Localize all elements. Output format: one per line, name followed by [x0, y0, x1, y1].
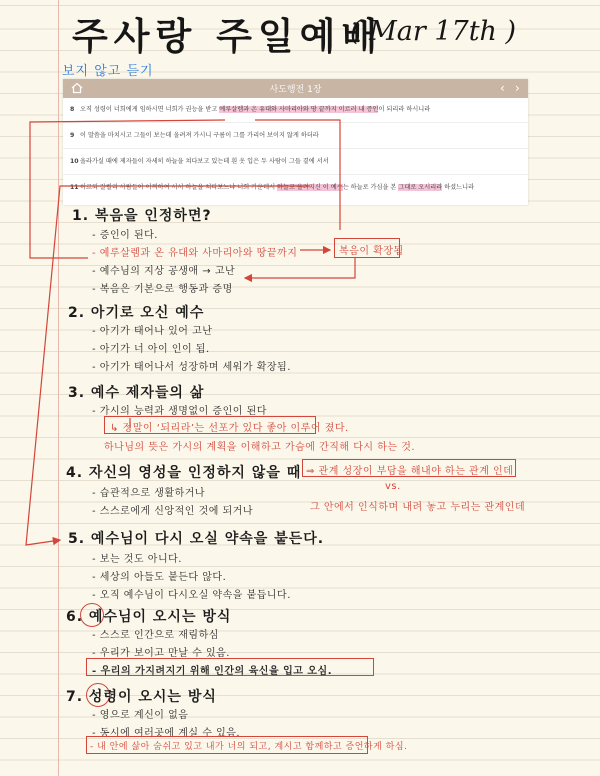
section-6-heading: 6. 예수님이 오시는 방식 [66, 609, 232, 625]
section-7-boxed-text: - 내 안에 삶아 숨쉬고 있고 내가 너의 되고, 계시고 함께하고 증언하게 하심. [90, 742, 408, 752]
section-1-line: - 복음은 기본으로 행동과 증명 [92, 284, 233, 295]
verse-number: 9 [70, 132, 75, 139]
verse-text: 오직 성령이 너희에게 임하시면 너희가 권능을 받고 [80, 106, 220, 113]
verse-number: 8 [70, 106, 75, 113]
section-7-line: - 동시에 여러곳에 계실 수 있음. [92, 728, 241, 739]
verse-highlight: 하늘로 올려지신 이 예수 [277, 184, 343, 191]
verse-number: 11 [70, 184, 79, 191]
connector-highlight [255, 120, 340, 230]
arrow-back-to-gospel-line [245, 258, 355, 278]
section-2-line: - 아기가 너 아이 인이 됨. [92, 344, 210, 355]
section-5-line: - 오직 예수님이 다시오실 약속을 붙듭니다. [92, 590, 291, 601]
verse-text: 이 말씀을 마치시고 그들이 보는데 올려져 가시니 구름이 그를 가리어 보이지 않게 하더라 [80, 132, 319, 139]
subtitle: 보지 않고 듣기 [62, 64, 154, 79]
section-2-line: - 아기가 태어나 있어 고난 [92, 326, 213, 337]
section-1-line-red: - 예루살렘과 온 유대와 사마리아와 땅끝까지 [92, 248, 298, 259]
section-3-boxed-text: ↳ 정말이 ‘되리라’는 선포가 있다 좋아 이루어 졌다. [110, 423, 349, 434]
section-2-line: - 아기가 태어나서 성장하며 세워가 확장됨. [92, 362, 291, 373]
verse-highlight: 그대로 오시리라 [398, 184, 443, 191]
verse-text: 이르되 갈릴리 사람들아 어찌하여 서서 하늘을 쳐다보느냐 너희 가운데서 [80, 184, 278, 191]
verse-text: 하셨느니라 [442, 184, 475, 191]
section-6-line: - 스스로 인간으로 재림하심 [92, 630, 219, 641]
page-title: 주사랑 주일예배 [72, 15, 384, 58]
section-1-line: - 예수님의 지상 공생애 → 고난 [92, 266, 236, 277]
prev-chapter-button[interactable]: ‹ [500, 81, 505, 95]
verse-text: 이 되리라 하시니라 [378, 106, 431, 113]
section-4-line: - 습관적으로 생활하거나 [92, 488, 206, 499]
section-1-line: - 증인이 된다. [92, 230, 158, 241]
section-2-heading: 2. 아기로 오신 예수 [68, 305, 205, 321]
section-6-line-boxed: - 우리의 가지려지기 위해 인간의 육신을 입고 오심. [92, 666, 333, 677]
section-4-line: - 스스로에게 신앙적인 것에 되거나 [92, 506, 254, 517]
section-4-heading: 4. 자신의 영성을 인정하지 않을 때 [66, 465, 302, 481]
section-4-boxed-text: ⇒ 관계 성장이 부담을 해내야 하는 관계 인데 [306, 466, 514, 477]
section-7-heading: 7. 성령이 오시는 방식 [66, 689, 217, 705]
section-4-vs: vs. [385, 481, 401, 492]
next-chapter-button[interactable]: › [515, 81, 520, 95]
verse-number: 10 [70, 158, 79, 165]
chapter-title: 사도행전 1장 [269, 85, 322, 95]
verse-highlight: 예루살렘과 온 유대와 사마리아와 땅 끝까지 이르러 내 증인 [219, 106, 379, 113]
section-4-note: 그 안에서 인식하며 내려 놓고 누리는 관계인데 [310, 502, 526, 513]
verse-text: 올라가실 때에 제자들이 자세히 하늘을 쳐다보고 있는데 흰 옷 입은 두 사람이 그들 곁에 서서 [80, 158, 329, 165]
section-5-line: - 보는 것도 아니다. [92, 554, 182, 565]
section-1-note: 복음이 확장됨 [339, 246, 404, 257]
title-date: ( Mar 17th ) [350, 16, 517, 47]
section-3-heading: 3. 예수 제자들의 삶 [68, 385, 205, 401]
section-3-line: - 가시의 능력과 생명없이 증인이 된다 [92, 406, 267, 417]
section-6-line: - 우리가 보이고 만날 수 있음. [92, 648, 230, 659]
section-5-heading: 5. 예수님이 다시 오실 약속을 붙든다. [68, 531, 325, 547]
verse-text: 는 하늘로 가심을 본 [342, 184, 399, 191]
section-3-note: 하나님의 뜻은 가시의 계획을 이해하고 가슴에 간직해 다시 하는 것. [104, 442, 416, 453]
section-5-line: - 세상의 아들도 붙든다 않다. [92, 572, 227, 583]
section-1-heading: 1. 복음을 인정하면? [72, 208, 212, 224]
section-7-line: - 영으로 계신이 없음 [92, 710, 189, 721]
